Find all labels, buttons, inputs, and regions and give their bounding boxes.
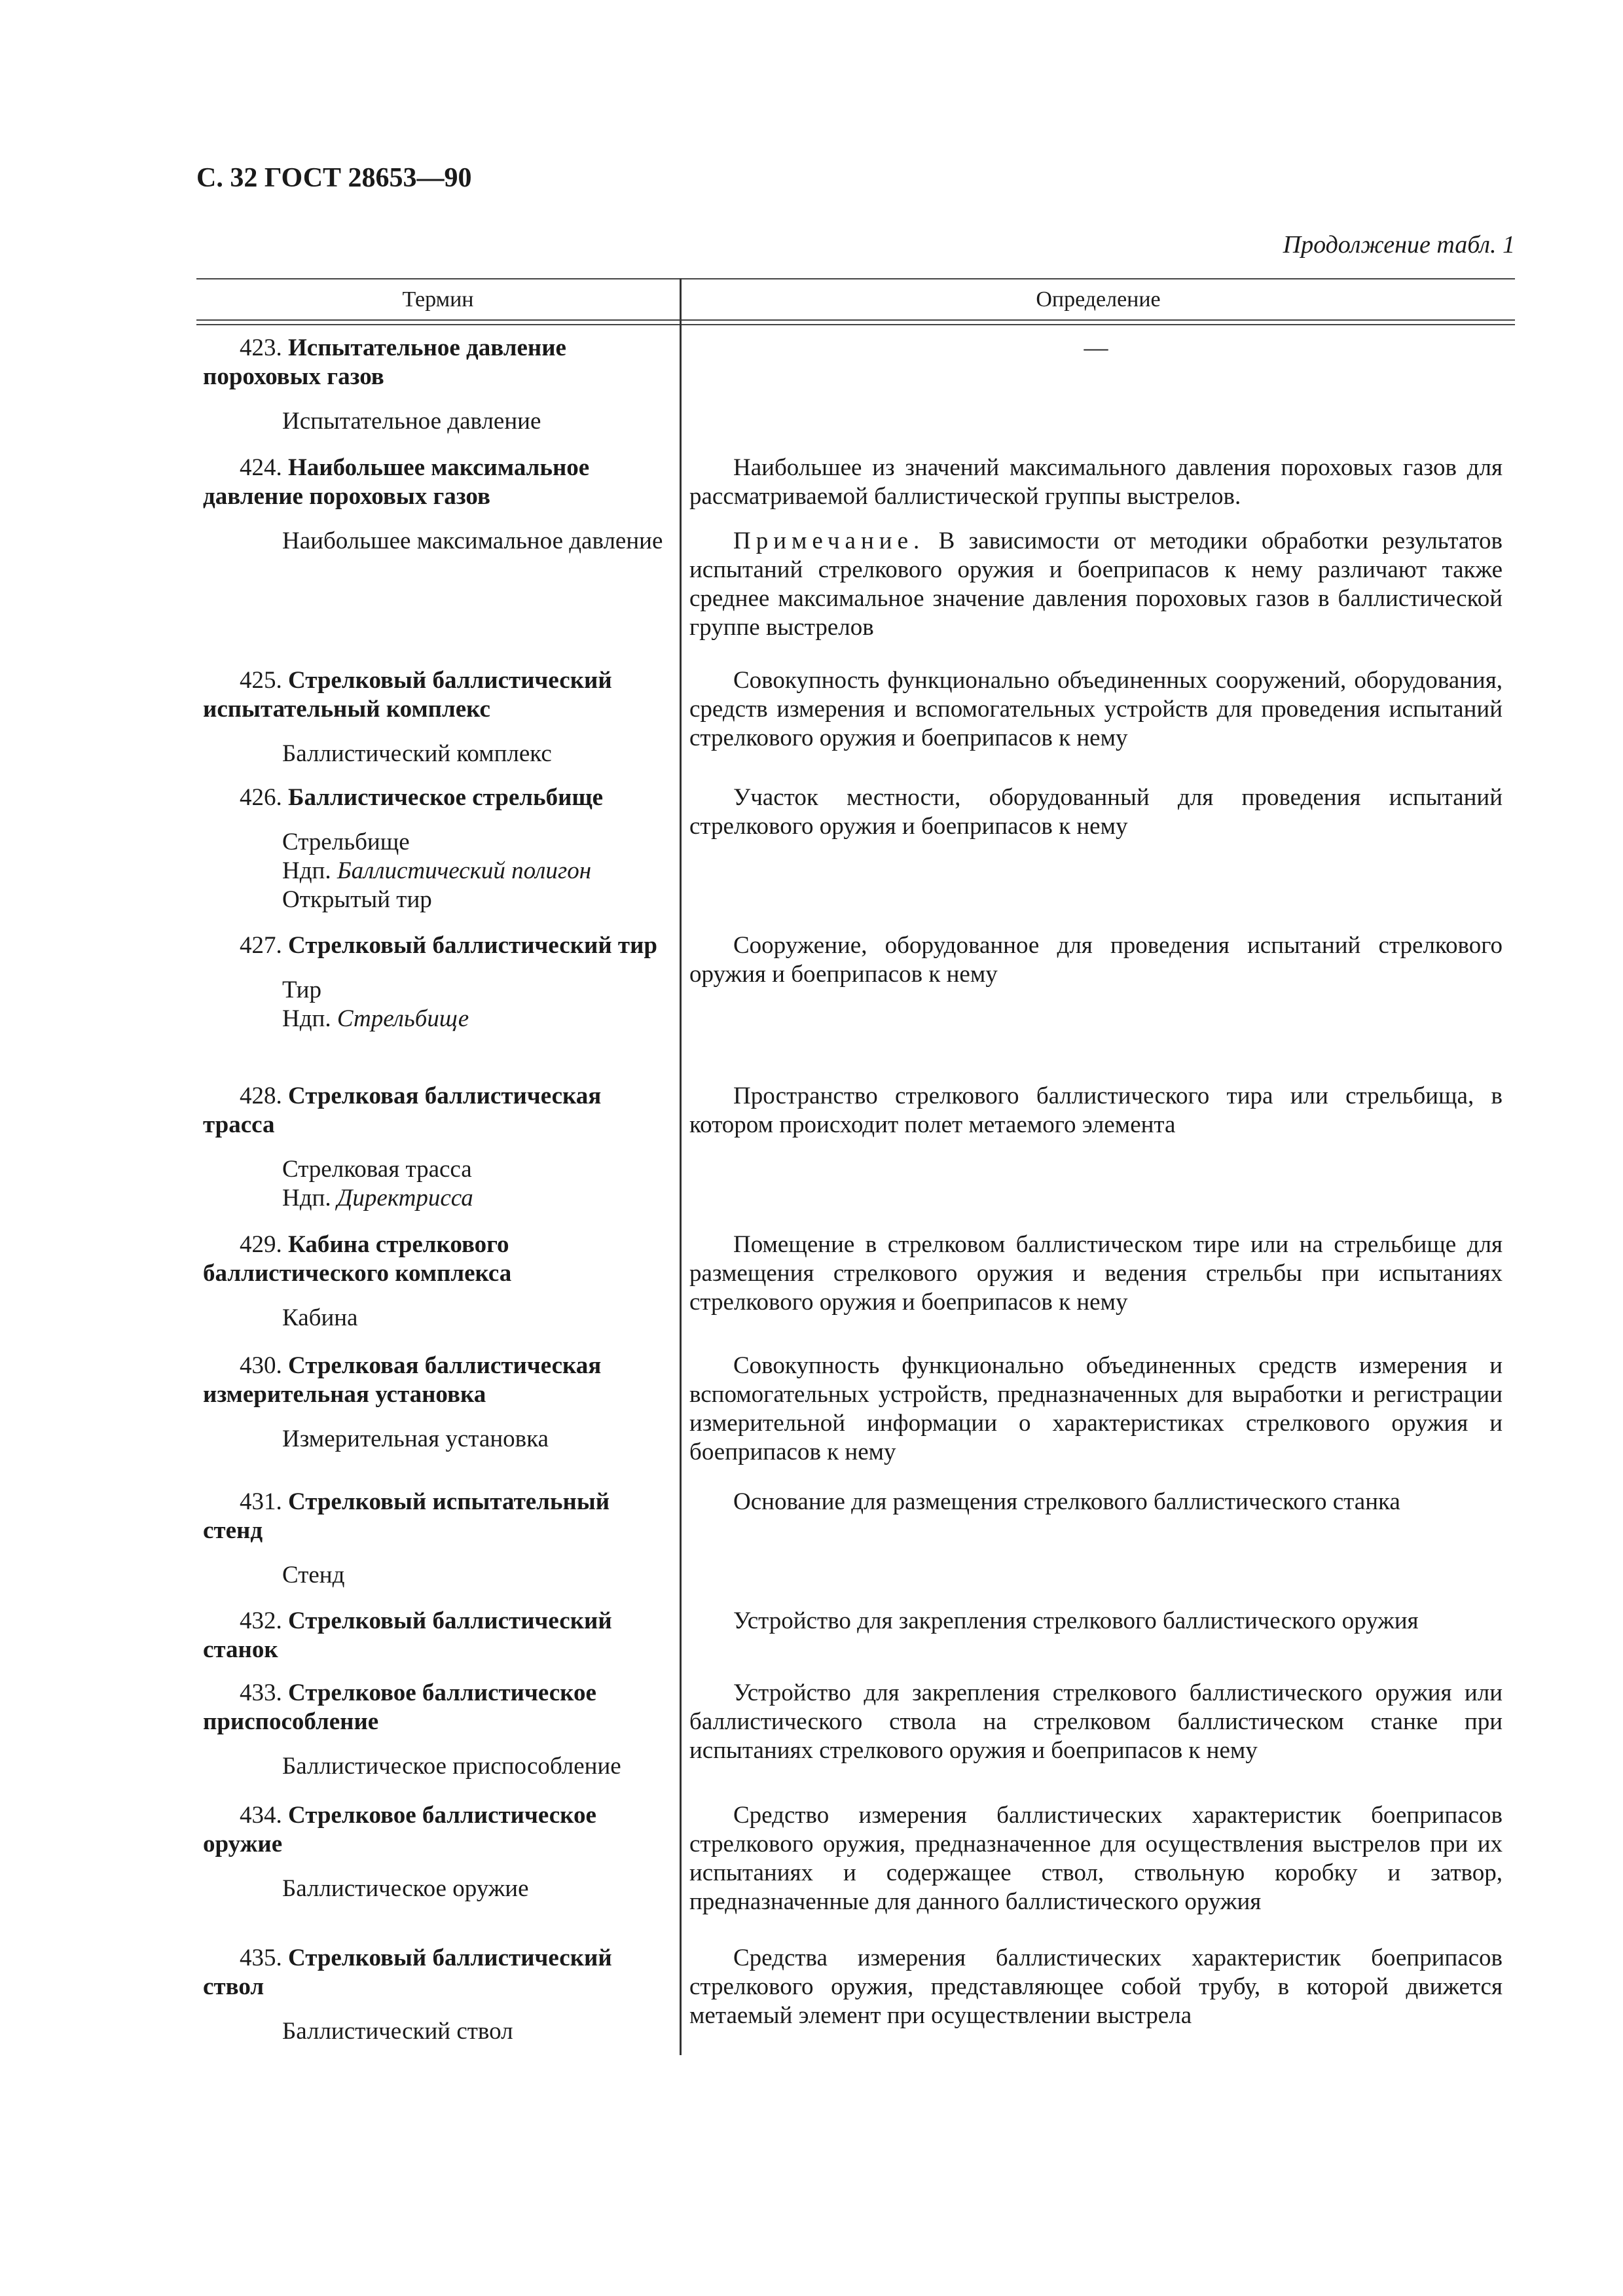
definition-text: Средство измерения баллистических характеристик боеприпасов стрелкового оружия, предназначенное для осуществления выстрелов при их испытаниях и содержащее ствол, ствольную коробку и затвор, предназначенные для данного баллистического оружия [689,1802,1503,1915]
synonym [282,1752,668,1781]
synonym [282,527,668,556]
term-name: Стрелковый баллистический ствол [203,1945,612,2000]
term-title [203,1230,668,1288]
note-text: В зависимости от методики обработки результатов испытаний стрелкового оружия и боеприпасов к нему различают также среднее максимальное значение давления пороховых газов в баллистической группе выстрелов [689,528,1503,641]
term-title [203,1082,668,1139]
term-cell [203,1944,668,2046]
synonym-text: Измерительная установка [282,1426,549,1452]
column-header-term: Термин [402,287,474,312]
synonym-text: Кабина [282,1304,358,1331]
definition-text: Основание для размещения стрелкового баллистического станка [733,1488,1400,1515]
synonym-text: Испытательное давление [282,408,541,435]
definition-cell [689,1801,1503,1916]
synonym-text: Стрельбище [282,829,410,855]
term-title [203,1679,668,1736]
term-name: Баллистическое стрельбище [288,784,604,811]
synonym-text: Стрелковая трасса [282,1156,472,1183]
synonym [282,407,668,436]
term-title [203,1944,668,2001]
term-name: Стрелковый баллистический станок [203,1607,612,1663]
definition-text: Наибольшее из значений максимального давления пороховых газов для рассматриваемой баллистической группы выстрелов. [689,454,1503,510]
term-number: 435. [240,1945,282,1971]
table-top-rule [196,278,1515,279]
synonym-text: Наибольшее максимальное давление [282,528,663,554]
term-name: Стрелковое баллистическое приспособление [203,1679,596,1735]
term-cell [203,666,668,768]
header-rule [196,319,1515,321]
synonym [282,857,668,886]
term-cell [203,1679,668,1781]
synonym [282,740,668,768]
synonym-text: Баллистическое оружие [282,1875,529,1902]
term-number: 432. [240,1607,282,1634]
definition-text: Пространство стрелкового баллистического тира или стрельбища, в котором происходит полет метаемого элемента [689,1083,1503,1138]
term-name: Стрелковая баллистическая измерительная установка [203,1352,602,1408]
term-number: 431. [240,1488,282,1515]
term-number: 425. [240,667,282,694]
column-divider [680,278,682,2055]
term-title [203,334,668,391]
term-cell [203,1488,668,1590]
definition-text: Помещение в стрелковом баллистическом тире или на стрельбище для размещения стрелкового оружия и ведения стрельбы при испытаниях стрелкового оружия и боеприпасов к нему [689,1231,1503,1316]
term-title [203,1801,668,1859]
synonym [282,828,668,857]
term-synonyms [282,976,668,1033]
synonym-text: Стенд [282,1562,345,1588]
term-name: Стрелковый баллистический испытательный комплекс [203,667,612,723]
term-title [203,783,668,812]
definition-text: Устройство для закрепления стрелкового баллистического оружия [733,1607,1419,1634]
synonym-text: Баллистический ствол [282,2018,513,2045]
term-title [203,454,668,511]
definition-note [689,527,1503,642]
synonym-prefix: Ндп. [282,857,331,884]
synonym [282,886,668,914]
term-synonyms [282,1425,668,1454]
term-cell [203,931,668,1033]
term-title [203,1352,668,1409]
synonym-prefix: Ндп. [282,1005,331,1032]
terms-table [196,278,1515,2055]
synonym [282,976,668,1005]
definition-cell [689,1679,1503,1765]
definition-text: Совокупность функционально объединенных средств измерения и вспомогательных устройств, предназначенных для выработки и регистрации измерительной информации о характеристиках стрелкового оружия и боеприпасов к нему [689,1352,1503,1465]
definition-cell [689,334,1503,363]
term-cell [203,1082,668,1213]
term-cell [203,1607,668,1664]
definition-text: Совокупность функционально объединенных сооружений, оборудования, средств измерения и вспомогательных устройств для проведения испытаний стрелкового оружия и боеприпасов к нему [689,667,1503,751]
term-cell [203,783,668,914]
term-name: Стрелковая баллистическая трасса [203,1083,602,1138]
definition-text: Средства измерения баллистических характеристик боеприпасов стрелкового оружия, представляющее собой трубу, в которой движется метаемый элемент при осуществлении выстрела [689,1945,1503,2029]
term-name: Кабина стрелкового баллистического комплекса [203,1231,512,1287]
term-cell [203,1230,668,1333]
synonym [282,1155,668,1184]
term-cell [203,1352,668,1454]
synonym [282,1874,668,1903]
term-number: 426. [240,784,282,811]
definition-cell [689,1488,1503,1516]
page-header: С. 32 ГОСТ 28653—90 [196,163,472,193]
term-name: Стрелковое баллистическое оружие [203,1802,596,1857]
term-number: 433. [240,1679,282,1706]
term-synonyms [282,527,668,556]
term-number: 427. [240,932,282,959]
term-title [203,1607,668,1664]
term-number: 428. [240,1083,282,1109]
term-name: Наибольшее максимальное давление пороховых газов [203,454,590,510]
term-number: 429. [240,1231,282,1258]
definition-cell [689,1230,1503,1317]
definition-cell [689,931,1503,989]
term-synonyms [282,1155,668,1213]
synonym-prefix: Ндп. [282,1185,331,1211]
definition-cell [689,1607,1503,1636]
deprecated-term: Директрисса [337,1185,473,1211]
synonym-text: Баллистическое приспособление [282,1753,621,1780]
definition-cell [689,454,1503,642]
note-label: Примечание. [733,528,925,554]
column-header-definition: Определение [1036,287,1161,312]
definition-cell [689,1082,1503,1139]
synonym [282,1005,668,1033]
term-title [203,666,668,724]
definition-text: Участок местности, оборудованный для проведения испытаний стрелкового оружия и боеприпасов к нему [689,784,1503,840]
definition-cell [689,1944,1503,2030]
definition-cell [689,1352,1503,1467]
deprecated-term: Стрельбище [337,1005,469,1032]
term-synonyms [282,1561,668,1590]
term-number: 430. [240,1352,282,1379]
term-synonyms [282,1752,668,1781]
term-name: Стрелковый испытательный стенд [203,1488,610,1544]
synonym [282,1184,668,1213]
term-cell [203,1801,668,1903]
term-name: Испытательное давление пороховых газов [203,334,566,390]
term-cell [203,454,668,556]
definition-cell [689,666,1503,753]
synonym-text: Баллистический комплекс [282,740,552,767]
term-name: Стрелковый баллистический тир [288,932,657,959]
synonym-text: Тир [282,977,321,1003]
definition-text: Устройство для закрепления стрелкового баллистического оружия или баллистического ствола на стрелковом баллистическом станке при испытаниях стрелкового оружия и боеприпасов к нему [689,1679,1503,1764]
term-number: 434. [240,1802,282,1829]
term-cell [203,334,668,436]
term-synonyms [282,1874,668,1903]
definition-cell [689,783,1503,841]
deprecated-term: Баллистический полигон [337,857,592,884]
synonym [282,1425,668,1454]
term-number: 423. [240,334,282,361]
header-rule [196,324,1515,325]
table-continuation-label: Продолжение табл. 1 [1283,231,1515,259]
term-title [203,1488,668,1545]
definition-text: Сооружение, оборудованное для проведения испытаний стрелкового оружия и боеприпасов к нему [689,932,1503,988]
term-synonyms [282,407,668,436]
synonym [282,1304,668,1333]
synonym [282,1561,668,1590]
term-synonyms [282,828,668,914]
term-synonyms [282,740,668,768]
definition-text: — [1084,334,1108,361]
synonym-text: Открытый тир [282,886,432,913]
term-number: 424. [240,454,282,481]
term-synonyms [282,2017,668,2046]
term-title [203,931,668,960]
synonym [282,2017,668,2046]
term-synonyms [282,1304,668,1333]
